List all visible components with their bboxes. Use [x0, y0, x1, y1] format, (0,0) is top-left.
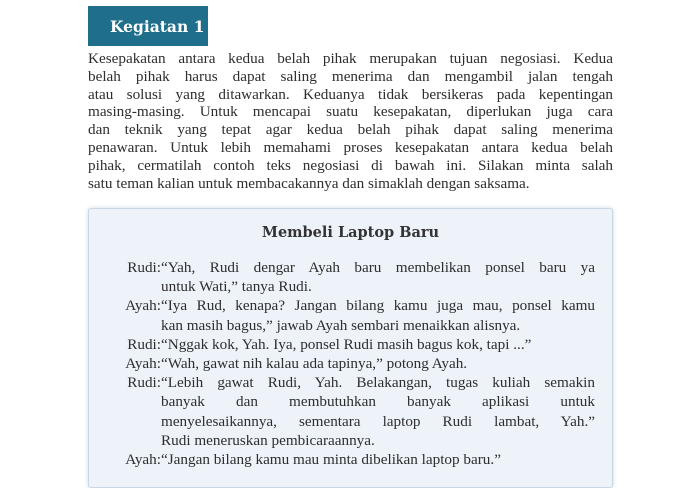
speaker-label: Rudi:: [127, 335, 161, 353]
utterance-line: “Iya Rud, kenapa? Jangan bilang kamu juga mau, ponsel kamu: [161, 297, 595, 315]
intro-paragraph: [88, 50, 613, 192]
utterance-line: Rudi meneruskan pembicaraannya.: [161, 431, 375, 449]
intro-line: belah pihak harus dapat saling menerima dan mengambil jalan tengah: [88, 67, 613, 85]
utterance-line: “Nggak kok, Yah. Iya, ponsel Rudi masih bagus kok, tapi ...”: [161, 335, 532, 353]
utterance-line: banyak dan membutuhkan banyak aplikasi untuk: [161, 393, 595, 411]
dialog-turn: [111, 335, 595, 354]
speaker-label: Rudi:: [127, 259, 161, 276]
intro-line: penawaran. Untuk lebih memahami proses kesepakatan antara kedua belah: [88, 138, 613, 156]
intro-line: masing-masing. Untuk mencapai suatu kesepakatan, diperlukan juga cara: [88, 103, 613, 121]
intro-line: pihak, cermatilah contoh teks negosiasi di bawah ini. Silakan minta salah: [88, 156, 613, 174]
dialog-turn: [111, 450, 595, 469]
utterance-line: menyelesaikannya, sementara laptop Rudi lambat, Yah.”: [161, 412, 595, 430]
dialog-turn: [111, 258, 595, 296]
utterance-line: kan masih bagus,” jawab Ayah sembari menaikkan alisnya.: [161, 316, 521, 334]
intro-line: dan teknik yang tepat agar kedua belah pihak dapat saling menerima: [88, 121, 613, 139]
dialog-box: [88, 208, 613, 488]
intro-line: Kesepakatan antara kedua belah pihak merupakan tujuan negosiasi. Kedua: [88, 50, 613, 67]
utterance: [161, 373, 595, 450]
utterance-line: “Yah, Rudi dengar Ayah baru membelikan ponsel baru ya: [161, 259, 595, 276]
speaker-label: Rudi:: [127, 374, 161, 392]
utterance: [161, 335, 595, 354]
utterance-line: “Jangan bilang kamu mau minta dibelikan laptop baru.”: [161, 450, 501, 468]
activity-header-label: Kegiatan 1: [110, 16, 205, 36]
utterance-line: untuk Wati,” tanya Rudi.: [161, 278, 312, 296]
dialog-title: Membeli Laptop Baru: [261, 224, 440, 241]
utterance: [161, 354, 595, 373]
utterance-line: “Wah, gawat nih kalau ada tapinya,” potong Ayah.: [161, 354, 468, 372]
dialog-turn: [111, 296, 595, 334]
dialog-turn: [111, 354, 595, 373]
activity-header: [88, 6, 208, 46]
utterance: [161, 450, 595, 469]
speaker-label: Ayah:: [125, 297, 161, 315]
utterance: [161, 296, 595, 334]
dialog-lines: [111, 258, 595, 469]
dialog-turn: [111, 373, 595, 450]
intro-line: satu teman kalian untuk membacakannya dan simaklah dengan saksama.: [88, 174, 530, 192]
utterance: [161, 258, 595, 296]
speaker-label: Ayah:: [125, 450, 161, 468]
speaker-label: Ayah:: [125, 354, 161, 372]
intro-line: atau solusi yang ditawarkan. Keduanya tidak bersikeras pada kepentingan: [88, 85, 613, 103]
utterance-line: “Lebih gawat Rudi, Yah. Belakangan, tugas kuliah semakin: [161, 374, 595, 392]
